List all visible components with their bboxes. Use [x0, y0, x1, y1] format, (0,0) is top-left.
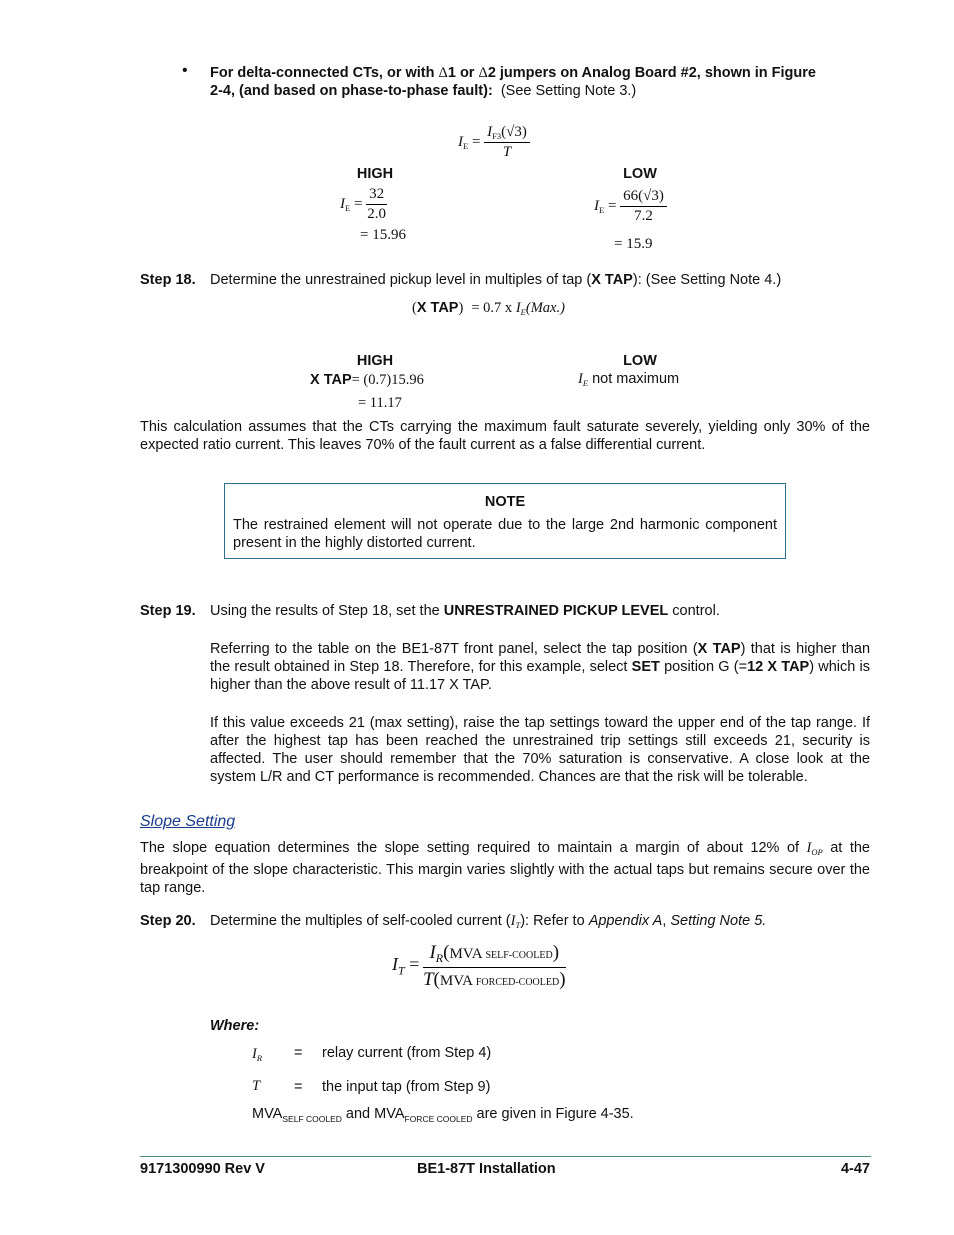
def-t-equals: =	[294, 1079, 303, 1095]
step19-p1-g: ) which is higher than the above result of 11.17 X TAP.	[210, 659, 871, 693]
step19-p1-c: ) that is higher than the result obtained in Step 18. Therefore, for this example, select	[210, 641, 871, 675]
step19-text-pre: Using the results of Step 18, set the	[210, 603, 444, 619]
calc2-high-value1: = (0.7)15.96	[351, 372, 424, 388]
note-body: The restrained element will not operate due to the large 2nd harmonic component present in the highly distorted current.	[233, 517, 777, 551]
eq1-lhs-sub: E	[463, 141, 469, 151]
calc1-low-equals: =	[607, 198, 617, 214]
slope-para-sub: OP	[811, 847, 823, 857]
step18-eq-bold: X TAP	[416, 300, 459, 316]
def-ir-desc: relay current (from Step 4)	[322, 1045, 492, 1061]
eq1-num-sub: F3	[492, 131, 502, 141]
bullet-note-ref: (See Setting Note 3.)	[500, 83, 637, 99]
slope-paragraph	[140, 839, 870, 897]
step20-label: Step 20.	[140, 913, 196, 929]
step19-text-bold: UNRESTRAINED PICKUP LEVEL	[443, 603, 669, 619]
def-ir-equals: =	[294, 1045, 303, 1061]
calc2-low-sub: E	[582, 378, 589, 388]
calc2-high-line2: = 11.17	[358, 395, 402, 411]
step20-text-i: I	[510, 913, 516, 929]
step20-text-sub: T	[515, 920, 521, 930]
calc1-high-result: = 15.96	[360, 227, 406, 243]
step18-eq-close: )	[458, 300, 464, 316]
step18-eq-max: (Max.)	[525, 300, 565, 316]
calc1-low-fraction	[620, 188, 667, 225]
eq1-equals: =	[471, 134, 481, 150]
calc1-low-header: LOW	[623, 166, 657, 182]
slope-para-i: I	[806, 840, 812, 856]
step20-equation	[392, 942, 566, 991]
calc1-low-lhs-sub: E	[599, 205, 605, 215]
step19-p1-e: position G (=	[659, 659, 748, 675]
bullet-symbol: •	[182, 62, 188, 79]
step20-eq-fraction: $\frac{I_R(MVA SELF-COOLED)}{\text{T(MVA FORCED-COOLED)}}$	[422, 942, 566, 990]
step18-eq-i: I	[515, 300, 521, 316]
bullet-bold-mid1: 1 or	[447, 65, 479, 81]
step20-setting-note: Setting Note 5.	[670, 913, 767, 929]
mva-a-sub: SELF COOLED	[282, 1113, 342, 1124]
calc1-high-den: 2.0	[367, 206, 387, 222]
calc2-low-header: LOW	[623, 353, 657, 369]
calc2-low-desc: not maximum	[592, 371, 680, 387]
mva-line	[252, 1106, 634, 1124]
def-t-symbol: T	[252, 1078, 261, 1094]
footer-page-number: 4-47	[840, 1161, 870, 1177]
where-label: Where:	[210, 1018, 260, 1034]
step20-eq-equals: =	[409, 954, 420, 975]
slope-para-post: at the breakpoint of the slope characteristic. This margin varies slightly with the actual taps but remains secure over the tap range.	[140, 840, 870, 896]
mva-c: are given in Figure 4-35.	[472, 1106, 634, 1122]
eq1-num-sqrt: (√3)	[501, 124, 527, 140]
eq1-fraction	[484, 124, 530, 161]
footer-doc-number: 9171300990 Rev V	[140, 1161, 265, 1177]
def-ir-symbol	[252, 1046, 262, 1063]
step20-eq-num-i: I	[429, 942, 436, 963]
step20-comma: ,	[662, 913, 671, 929]
step19-p1-b: X TAP	[697, 641, 741, 657]
eq1-num-i: I	[487, 124, 493, 140]
step20-text-pre: Determine the multiples of self-cooled current (	[210, 913, 511, 929]
step18-text-post: ): (See Setting Note 4.)	[632, 272, 782, 288]
step18-label: Step 18.	[140, 272, 196, 288]
step20-eq-num-mva: MVA	[449, 946, 482, 962]
step20-eq-lhs: I	[392, 954, 398, 975]
step20-eq-den-mva: MVA	[439, 973, 473, 989]
step19-text	[210, 603, 872, 619]
calc1-high-num: 32	[366, 186, 387, 205]
step19-label: Step 19.	[140, 603, 196, 619]
calc1-high-fraction	[366, 186, 387, 223]
step19-p1-d: SET	[631, 659, 660, 675]
equation-ie	[458, 124, 530, 161]
step20-eq-den-small: FORCED-COOLED	[475, 977, 560, 988]
calc2-high-label: X TAP	[310, 372, 352, 388]
calc1-low-result: = 15.9	[614, 236, 653, 252]
footer-title: BE1-87T Installation	[417, 1161, 556, 1177]
step18-equation	[412, 300, 565, 317]
def-t-desc: the input tap (from Step 9)	[322, 1079, 491, 1095]
calc1-high-equals: =	[353, 196, 363, 212]
delta-symbol-1: Δ	[438, 65, 448, 81]
step18-text-bold: X TAP	[591, 272, 633, 288]
delta-symbol-2: Δ	[478, 65, 488, 81]
footer-divider	[140, 1156, 871, 1157]
def-ir-sym: I	[252, 1046, 257, 1062]
calc1-low-num: 66(√3)	[620, 188, 667, 207]
step18-eq-sub: E	[520, 307, 526, 317]
eq1-lhs: I	[458, 134, 463, 150]
step18-eq-open: (	[412, 300, 417, 316]
step19-p1-a: Referring to the table on the BE1-87T front panel, select the tap position (	[210, 641, 698, 657]
calc1-low-den: 7.2	[634, 208, 653, 224]
step20-text	[210, 913, 872, 930]
bullet-bold-pre: For delta-connected CTs, or with	[210, 65, 439, 81]
calc1-high-lhs: I	[340, 196, 345, 212]
def-ir-sub: R	[256, 1053, 263, 1063]
mva-b-sub: FORCE COOLED	[404, 1113, 473, 1124]
calc2-high-line1	[310, 372, 424, 389]
calc1-low-eq	[594, 188, 667, 225]
calc1-high-header: HIGH	[356, 166, 394, 182]
note-box	[224, 483, 786, 559]
slope-setting-heading[interactable]: Slope Setting	[140, 813, 236, 830]
step20-eq-den-t: T	[422, 969, 434, 990]
step20-appendix: Appendix A	[588, 913, 663, 929]
mva-b: and MVA	[341, 1106, 405, 1122]
calc2-low-text	[578, 371, 679, 388]
bullet-text	[210, 64, 872, 100]
mva-a: MVA	[252, 1106, 283, 1122]
calc1-low-lhs: I	[594, 198, 599, 214]
step19-paragraph-2: If this value exceeds 21 (max setting), raise the tap settings toward the upper end of the tap range. If after the highest tap has been reached the unrestrained trip settings still exceeds 21, security is affected. The user should remember that the 70% saturation is conservative. A close look at the system L/R and CT performance is recommended. Chances are that the risk will be tolerable.	[210, 715, 870, 785]
step18-eq-rest: = 0.7 x	[471, 300, 516, 316]
step18-text-pre: Determine the unrestrained pickup level in multiples of tap (	[210, 272, 592, 288]
step19-text-post: control.	[668, 603, 720, 619]
step20-eq-num-small: SELF-COOLED	[485, 950, 553, 961]
calc2-high-header: HIGH	[356, 353, 394, 369]
step20-text-mid: ): Refer to	[520, 913, 589, 929]
step20-eq-num-sub: R	[435, 951, 444, 965]
calc2-low-i: I	[578, 371, 583, 387]
paragraph-saturation: This calculation assumes that the CTs carrying the maximum fault saturate severely, yielding only 30% of the expected ratio current. This leaves 70% of the fault current as a false differential current.	[140, 419, 870, 453]
step18-text	[210, 272, 872, 288]
step20-eq-lhs-sub: T	[398, 963, 405, 978]
note-title: NOTE	[484, 494, 526, 510]
step19-paragraph-1	[210, 640, 870, 694]
calc1-high-lhs-sub: E	[345, 203, 351, 213]
calc1-high-eq	[340, 186, 387, 223]
slope-para-pre: The slope equation determines the slope setting required to maintain a margin of about 12% of	[140, 840, 807, 856]
bullet-bold-line2: 2-4, (and based on phase-to-phase fault):	[210, 83, 493, 99]
bullet-bold-mid2: 2 jumpers on Analog Board #2, shown in Figure	[487, 65, 816, 81]
step19-p1-f: 12 X TAP	[747, 659, 810, 675]
eq1-den: T	[502, 144, 512, 160]
